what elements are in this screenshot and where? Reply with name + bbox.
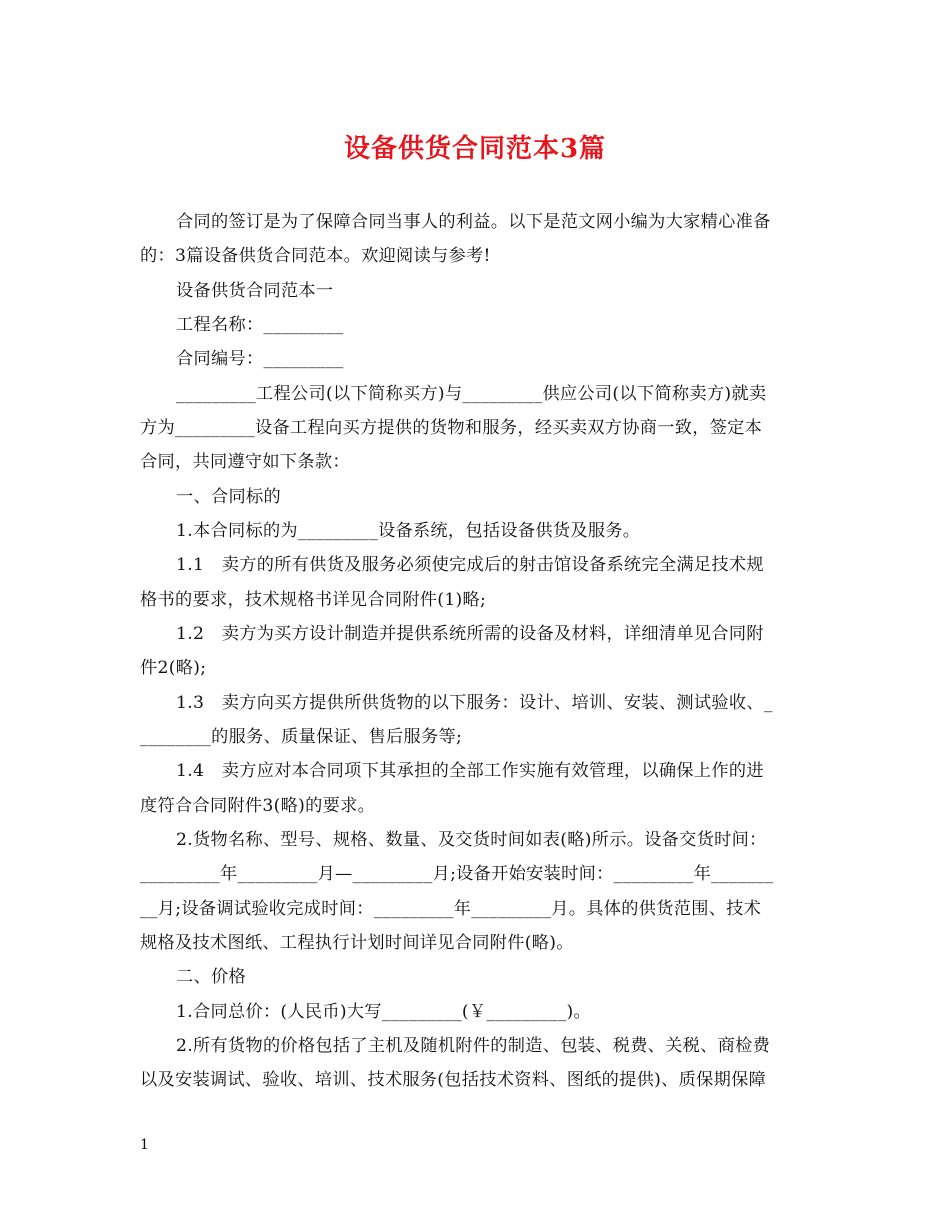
paragraph-line: 合同，共同遵守如下条款：: [140, 452, 350, 472]
clause-line: 1.2 卖方为买方设计制造并提供系统所需的设备及材料，详细清单见合同附: [176, 624, 764, 644]
clause-line: 1.合同总价：(人民币)大写_________(￥_________)。: [176, 1002, 591, 1022]
clause-line: 2.所有货物的价格包括了主机及随机附件的制造、包装、税费、关税、商检费: [176, 1036, 771, 1056]
clause-line: 2.货物名称、型号、规格、数量、及交货时间如表(略)所示。设备交货时间：: [176, 830, 767, 850]
intro-line-2: 的：3篇设备供货合同范本。欢迎阅读与参考!: [140, 246, 491, 266]
clause-line: 1.1 卖方的所有供货及服务必须使完成后的射击馆设备系统完全满足技术规: [176, 555, 764, 575]
clause-line: 格书的要求，技术规格书详见合同附件(1)略;: [140, 590, 487, 610]
clause-line: 规格及技术图纸、工程执行计划时间详见合同附件(略)。: [140, 933, 574, 953]
clause-line: __月;设备调试验收完成时间：_________年_________月。具体的供货范围、技术: [140, 899, 762, 919]
page-number: 1: [140, 1137, 149, 1153]
intro-line-1: 合同的签订是为了保障合同当事人的利益。以下是范文网小编为大家精心准备: [176, 212, 771, 232]
section-heading: 一、合同标的: [176, 487, 281, 507]
field-project-name: 工程名称：_________: [176, 315, 344, 335]
clause-line: 1.4 卖方应对本合同项下其承担的全部工作实施有效管理，以确保上作的进: [176, 761, 764, 781]
section-heading: 二、价格: [176, 967, 246, 987]
clause-line: 度符合合同附件3(略)的要求。: [140, 796, 376, 816]
paragraph-line: _________工程公司(以下简称买方)与_________供应公司(以下简称卖方)就卖: [176, 384, 767, 404]
clause-line: ________的服务、质量保证、售后服务等;: [140, 727, 463, 747]
document-title: 设备供货合同范本3篇: [343, 134, 607, 164]
clause-line: _________年_________月—_________月;设备开始安装时间：_________年_______: [140, 864, 774, 884]
clause-line: 件2(略);: [140, 658, 207, 678]
clause-line: 以及安装调试、验收、培训、技术服务(包括技术资料、图纸的提供)、质保期保障: [140, 1070, 767, 1090]
section-heading-sample-one: 设备供货合同范本一: [176, 281, 334, 301]
field-contract-number: 合同编号：_________: [176, 349, 344, 369]
clause-line: 1.3 卖方向买方提供所供货物的以下服务：设计、培训、安装、测试验收、_: [176, 693, 773, 713]
clause-line: 1.本合同标的为_________设备系统，包括设备供货及服务。: [176, 521, 641, 541]
paragraph-line: 方为_________设备工程向买方提供的货物和服务，经买卖双方协商一致，签定本: [140, 418, 763, 438]
